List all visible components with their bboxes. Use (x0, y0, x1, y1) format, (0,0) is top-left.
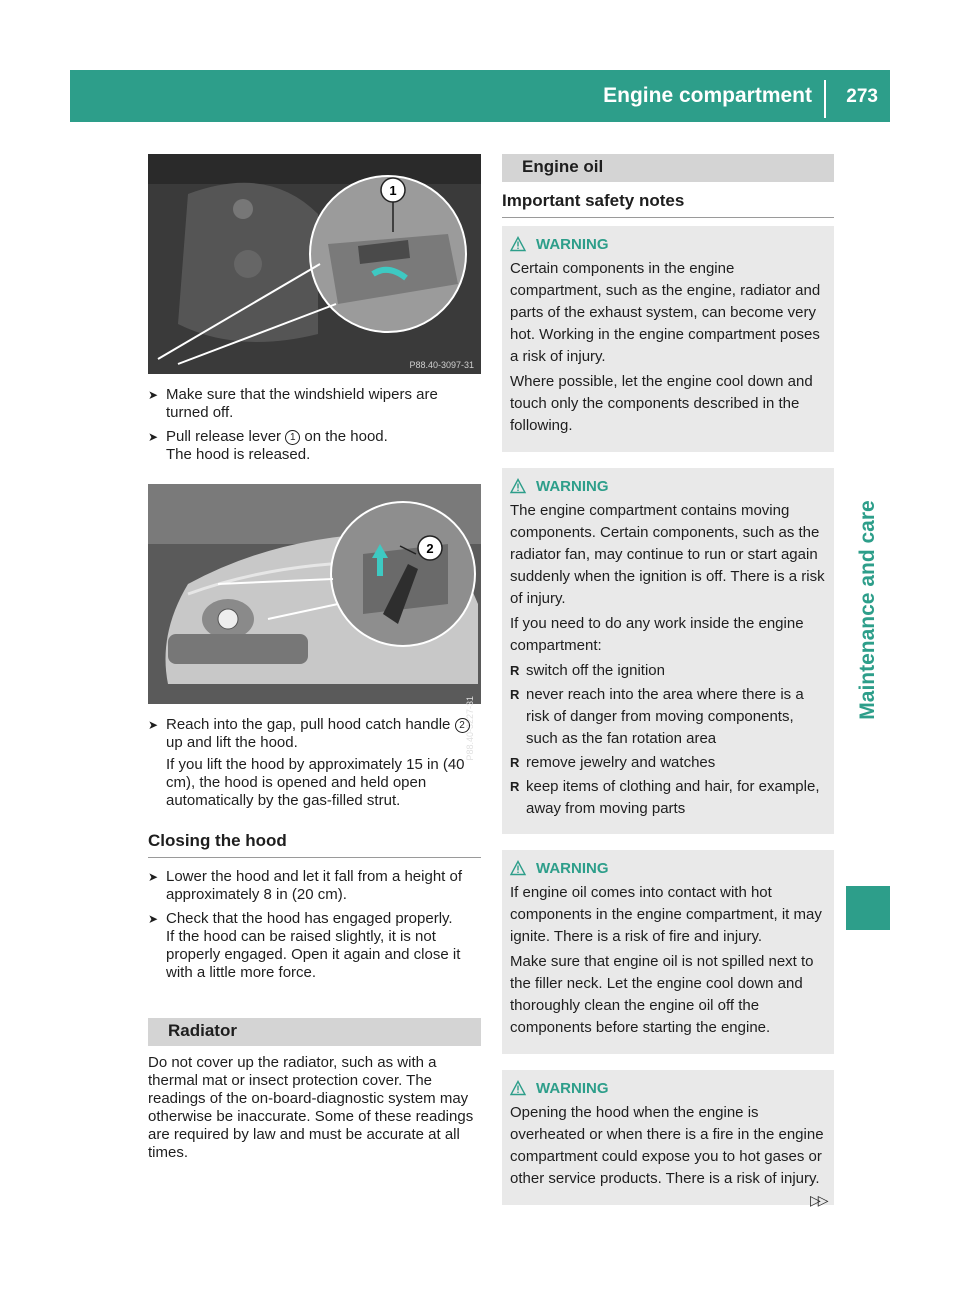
warning-label: WARNING (536, 478, 609, 495)
warning-box (502, 1070, 834, 1205)
warning-triangle-icon (510, 236, 526, 252)
bullet-icon: R (510, 663, 520, 678)
header-divider (824, 80, 826, 118)
step-result: The hood is released. (166, 446, 311, 463)
step-text: Pull release lever (166, 428, 286, 445)
radiator-text: Do not cover up the radiator, such as with a thermal mat or insect protection cover. The readings of the on-board-diagnostic system may otherwise be inaccurate. Some of these readings are required by law and must be accurate at all times. (148, 1054, 474, 1161)
warning-text: Make sure that engine oil is not spilled next to the filler neck. Let the engine cool down and thoroughly clean the engine oil off the components before starting the engine. (510, 953, 814, 1036)
side-tab (846, 480, 890, 740)
bullet-icon: R (510, 779, 520, 794)
list-item: R switch off the ignition (510, 660, 826, 682)
step-release-lever (148, 428, 481, 464)
arrow-right-icon: ➤ (148, 912, 159, 926)
warning-text: Opening the hood when the engine is overheated or when there is a fire in the engine compartment could expose you to hot gases or other service products. There is a risk of injury. (510, 1104, 824, 1187)
engine-oil-heading: Engine oil (502, 154, 834, 182)
continue-arrows-icon: ▷▷ (810, 1192, 826, 1208)
list-item: R never reach into the area where there is a risk of danger from moving components, such as the fan rotation area (510, 686, 804, 747)
dashboard-lever-photo (148, 154, 481, 374)
step-wipers (148, 386, 481, 422)
step-text: Lower the hood and let it fall from a height of approximately 8 in (20 cm). (166, 868, 463, 903)
warning-text: If engine oil comes into contact with hot components in the engine compartment, it may ignite. There is a risk of fire and injury. (510, 884, 822, 945)
warning-box (502, 468, 834, 834)
figure-code: P88.40-3227-31 (465, 696, 475, 761)
step-text: Check that the hood has engaged properly. (166, 910, 453, 927)
step-result: If the hood can be raised slightly, it is not properly engaged. Open it again and close it with a little more force. (166, 928, 461, 981)
page-header (70, 70, 890, 122)
warning-triangle-icon (510, 478, 526, 494)
left-column (148, 154, 481, 1162)
warning-label: WARNING (536, 860, 609, 877)
precaution-list (510, 660, 826, 820)
arrow-right-icon: ➤ (148, 870, 159, 884)
warning-triangle-icon (510, 1080, 526, 1096)
right-column (502, 154, 834, 1205)
callout-number: 2 (426, 541, 434, 556)
step-result: If you lift the hood by approximately 15 in (40 cm), the hood is opened and held open automatically by the gas-filled strut. (166, 756, 465, 809)
chapter-title: Engine compartment (603, 84, 812, 107)
warning-box (502, 226, 834, 452)
step-text: on the hood. (300, 428, 388, 445)
warning-text: If you need to do any work inside the engine compartment: (510, 615, 804, 654)
warning-text: Certain components in the engine compartment, such as the engine, radiator and parts of the exhaust system, can become very hot. Working in the engine compartment poses a risk of injury. (510, 260, 821, 365)
step-text: up and lift the hood. (166, 734, 298, 751)
step-hood-catch (148, 716, 481, 810)
step-lower-hood (148, 868, 481, 904)
warning-text: Where possible, let the engine cool down and touch only the components described in the following. (510, 373, 813, 434)
bullet-icon: R (510, 687, 520, 702)
closing-hood-heading: Closing the hood (148, 832, 481, 858)
ref-marker: 1 (285, 430, 300, 445)
safety-notes-heading: Important safety notes (502, 192, 834, 218)
figure-code: P88.40-3097-31 (409, 360, 474, 370)
side-tab-marker (846, 886, 890, 930)
arrow-right-icon: ➤ (148, 430, 159, 444)
list-item: R remove jewelry and watches (510, 752, 826, 774)
step-check-hood (148, 910, 481, 982)
bullet-icon: R (510, 755, 520, 770)
warning-triangle-icon (510, 860, 526, 876)
list-item: R keep items of clothing and hair, for example, away from moving parts (510, 778, 820, 817)
side-tab-label: Maintenance and care (856, 500, 879, 720)
warning-label: WARNING (536, 1080, 609, 1097)
ref-marker: 2 (455, 718, 470, 733)
page-number: 273 (846, 86, 878, 107)
arrow-right-icon: ➤ (148, 718, 159, 732)
arrow-right-icon: ➤ (148, 388, 159, 402)
radiator-heading: Radiator (148, 1018, 481, 1046)
warning-label: WARNING (536, 236, 609, 253)
step-text: Reach into the gap, pull hood catch handle (166, 716, 455, 733)
step-text: Make sure that the windshield wipers are turned off. (166, 386, 438, 421)
warning-box (502, 850, 834, 1054)
warning-text: The engine compartment contains moving components. Certain components, such as the radiator fan, may continue to run or start again suddenly when the ignition is off. There is a risk of injury. (510, 502, 825, 607)
callout-number: 1 (389, 183, 397, 198)
